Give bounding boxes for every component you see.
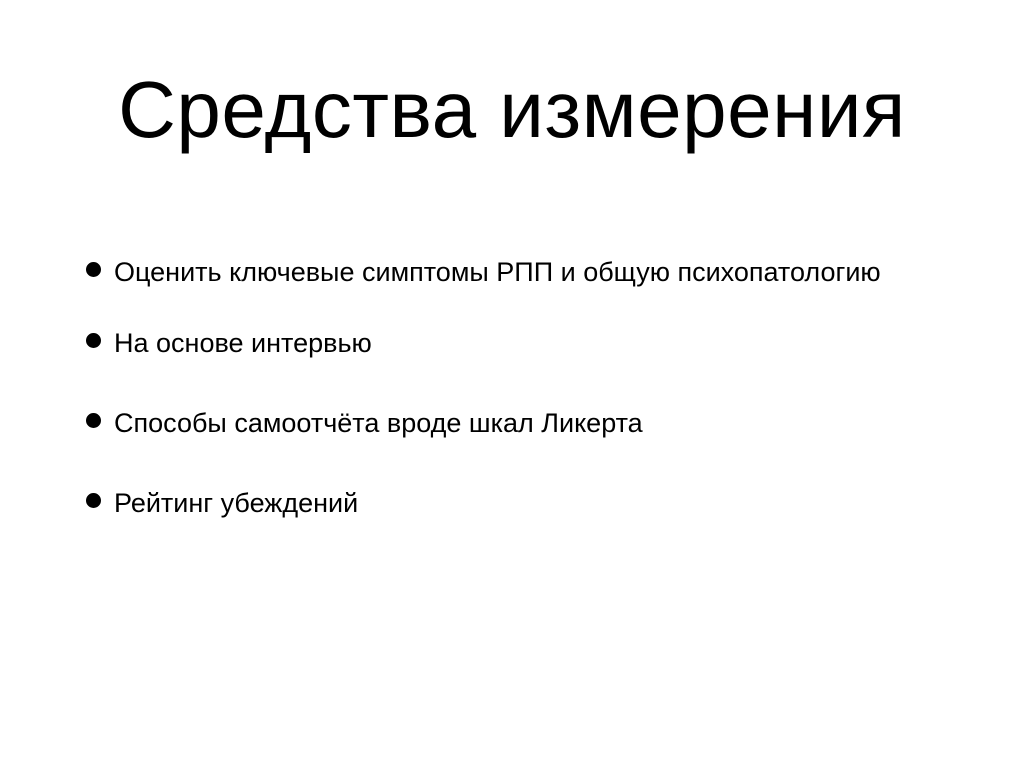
bullet-icon [86, 493, 101, 508]
list-item-text: Оценить ключевые симптомы РПП и общую психопатологию [114, 257, 881, 287]
list-item-text: Рейтинг убеждений [114, 488, 359, 518]
slide-title: Средства измерения [118, 65, 906, 154]
list-item [86, 252, 906, 292]
bullet-icon [86, 262, 101, 277]
list-item [86, 323, 906, 363]
list-item-text: Способы самоотчёта вроде шкал Ликерта [114, 408, 643, 438]
bullet-list [86, 252, 906, 523]
bullet-icon [86, 413, 101, 428]
list-item [86, 403, 906, 443]
list-item [86, 483, 906, 523]
bullet-icon [86, 333, 101, 348]
list-item-text: На основе интервью [114, 328, 372, 358]
